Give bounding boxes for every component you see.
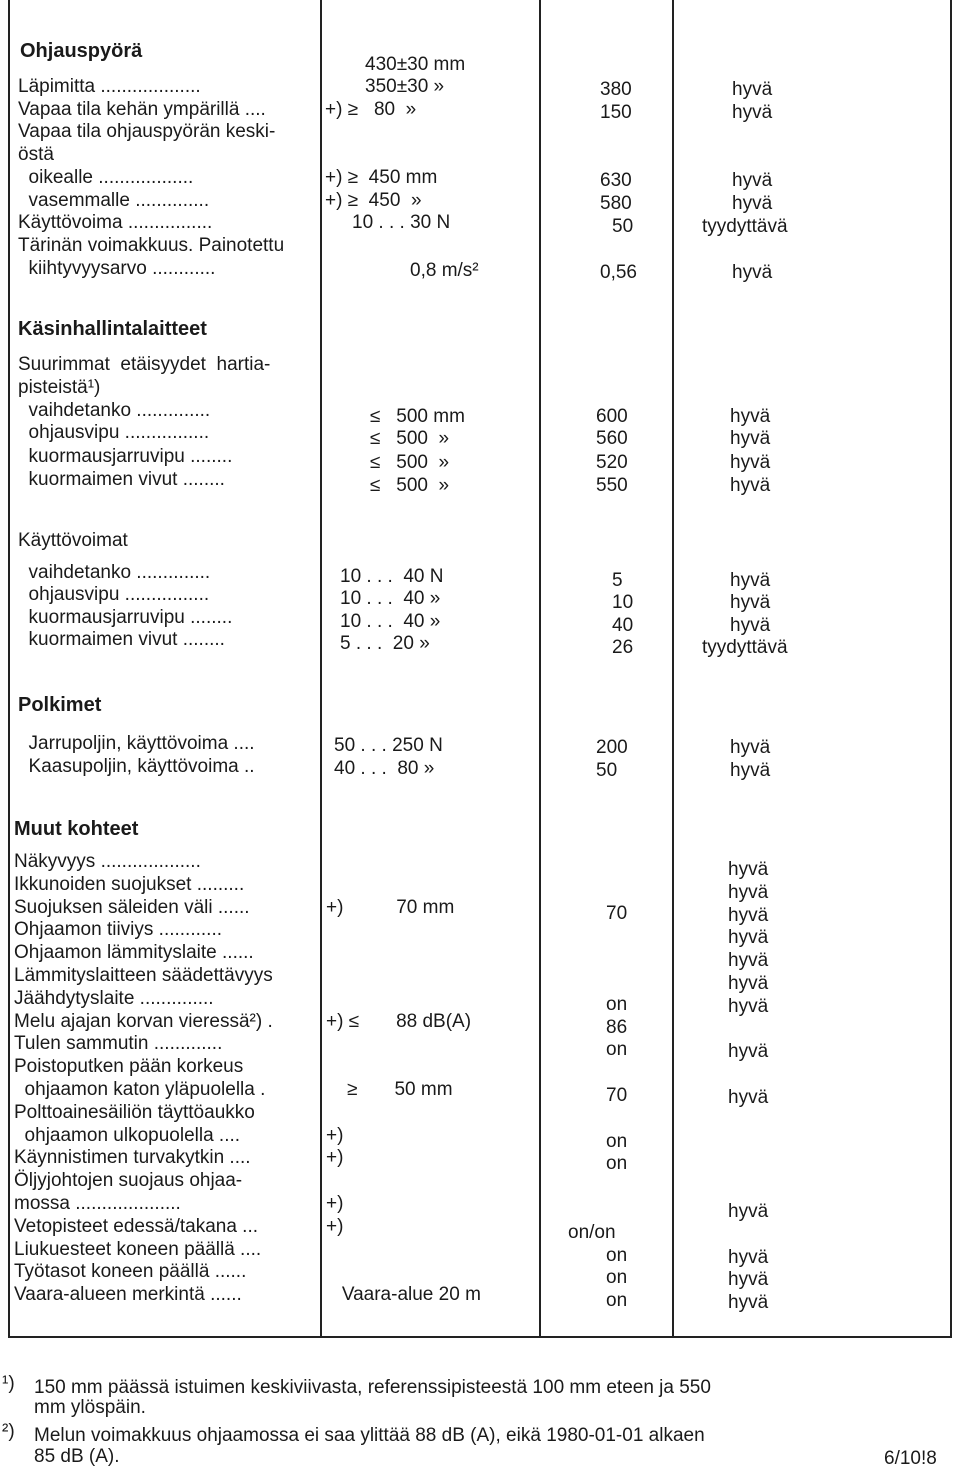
column-divider-5 bbox=[950, 0, 952, 1338]
other-row-label: Lämmityslaitteen säädettävyys bbox=[14, 965, 273, 986]
steering-eval-diameter: hyvä bbox=[732, 79, 773, 100]
other-row-measured: 70 bbox=[606, 903, 628, 924]
steering-req-right: +) ≥ 450 mm bbox=[325, 167, 438, 188]
steering-eval-clearance: hyvä bbox=[732, 102, 773, 123]
steering-req-vibration: 0,8 m/s² bbox=[410, 260, 479, 281]
column-divider-1 bbox=[8, 0, 10, 1338]
force-row-evaluation: hyvä bbox=[730, 570, 771, 591]
force-row-evaluation: hyvä bbox=[730, 592, 771, 613]
other-row-requirement: +) bbox=[326, 1125, 344, 1146]
hand-row-evaluation: hyvä bbox=[730, 406, 771, 427]
column-divider-4 bbox=[672, 0, 674, 1338]
section-heading-other: Muut kohteet bbox=[14, 818, 139, 840]
pedal-row-requirement: 50 . . . 250 N bbox=[334, 735, 443, 756]
force-row-label: kuormaimen vivut ........ bbox=[18, 629, 225, 650]
other-row-evaluation: hyvä bbox=[728, 973, 769, 994]
other-row-label: Melu ajajan korvan vieressä²) . bbox=[14, 1011, 273, 1032]
hand-row-measured: 560 bbox=[596, 428, 628, 449]
hand-row-requirement: ≤ 500 » bbox=[370, 475, 450, 496]
page-number: 6/10!8 bbox=[884, 1448, 937, 1469]
steering-meas-right: 630 bbox=[600, 170, 632, 191]
steering-req-force: 10 . . . 30 N bbox=[352, 212, 451, 233]
other-row-label: Öljyjohtojen suojaus ohjaa- bbox=[14, 1170, 243, 1191]
footnote-2-marker: ²) bbox=[2, 1421, 15, 1442]
other-row-label: Tulen sammutin ............. bbox=[14, 1033, 223, 1054]
steering-label-center-2: östä bbox=[18, 144, 54, 165]
hand-row-label: kuormausjarruvipu ........ bbox=[18, 446, 233, 467]
steering-label-right: oikealle .................. bbox=[18, 167, 194, 188]
steering-meas-left: 580 bbox=[600, 193, 632, 214]
other-row-requirement: +) bbox=[326, 1147, 344, 1168]
other-row-measured: on bbox=[606, 1153, 628, 1174]
steering-meas-force: 50 bbox=[612, 216, 634, 237]
other-row-evaluation: hyvä bbox=[728, 927, 769, 948]
force-row-measured: 26 bbox=[612, 637, 634, 658]
other-row-evaluation: hyvä bbox=[728, 905, 769, 926]
force-row-measured: 40 bbox=[612, 615, 634, 636]
force-row-evaluation: hyvä bbox=[730, 615, 771, 636]
other-row-measured: on bbox=[606, 1131, 628, 1152]
section-heading-hand-controls: Käsinhallintalaitteet bbox=[18, 318, 207, 340]
other-row-evaluation: hyvä bbox=[728, 882, 769, 903]
force-row-measured: 10 bbox=[612, 592, 634, 613]
pedal-row-evaluation: hyvä bbox=[730, 760, 771, 781]
other-row-evaluation: hyvä bbox=[728, 996, 769, 1017]
other-row-evaluation: hyvä bbox=[728, 1087, 769, 1108]
other-row-requirement: +) bbox=[326, 1216, 344, 1237]
other-row-requirement: +) 70 mm bbox=[326, 897, 455, 918]
hand-row-requirement: ≤ 500 mm bbox=[370, 406, 465, 427]
other-row-evaluation: hyvä bbox=[728, 1247, 769, 1268]
hand-row-requirement: ≤ 500 » bbox=[370, 452, 450, 473]
footnote-1-line-2: mm ylöspäin. bbox=[34, 1397, 146, 1418]
steering-eval-force: tyydyttävä bbox=[702, 216, 788, 237]
steering-meas-clearance: 150 bbox=[600, 102, 632, 123]
other-row-measured: 70 bbox=[606, 1085, 628, 1106]
hand-row-label: vaihdetanko .............. bbox=[18, 400, 211, 421]
steering-label-force: Käyttövoima ................ bbox=[18, 212, 213, 233]
hand-row-label: kuormaimen vivut ........ bbox=[18, 469, 225, 490]
hand-row-evaluation: hyvä bbox=[730, 452, 771, 473]
footnote-1-line-1: 150 mm päässä istuimen keskiviivasta, referenssipisteestä 100 mm eteen ja 550 bbox=[34, 1377, 711, 1398]
other-row-label: mossa .................... bbox=[14, 1193, 181, 1214]
other-row-label: ohjaamon katon yläpuolella . bbox=[14, 1079, 266, 1100]
other-row-label: Työtasot koneen päällä ...... bbox=[14, 1261, 247, 1282]
steering-label-clearance: Vapaa tila kehän ympärillä .... bbox=[18, 99, 266, 120]
other-row-measured: on bbox=[606, 994, 628, 1015]
other-row-label: Ohjaamon lämmityslaite ...... bbox=[14, 942, 254, 963]
hand-row-measured: 600 bbox=[596, 406, 628, 427]
pedal-row-label: Jarrupoljin, käyttövoima .... bbox=[18, 733, 255, 754]
other-row-label: Suojuksen säleiden väli ...... bbox=[14, 897, 250, 918]
steering-label-vibration-1: Tärinän voimakkuus. Painotettu bbox=[18, 235, 285, 256]
other-row-label: Käynnistimen turvakytkin .... bbox=[14, 1147, 251, 1168]
other-row-evaluation: hyvä bbox=[728, 1292, 769, 1313]
hand-intro-2: pisteistä¹) bbox=[18, 377, 101, 398]
other-row-measured: on bbox=[606, 1039, 628, 1060]
steering-meas-vibration: 0,56 bbox=[600, 262, 637, 283]
pedal-row-measured: 200 bbox=[596, 737, 628, 758]
other-row-label: Vetopisteet edessä/takana ... bbox=[14, 1216, 259, 1237]
steering-label-left: vasemmalle .............. bbox=[18, 190, 210, 211]
steering-eval-left: hyvä bbox=[732, 193, 773, 214]
other-row-label: Näkyvyys ................... bbox=[14, 851, 201, 872]
other-row-requirement: +) ≤ 88 dB(A) bbox=[326, 1011, 472, 1032]
footnote-2-line-1: Melun voimakkuus ohjaamossa ei saa ylittää 88 dB (A), eikä 1980-01-01 alkaen bbox=[34, 1425, 705, 1446]
force-row-evaluation: tyydyttävä bbox=[702, 637, 788, 658]
other-row-requirement: Vaara-alue 20 m bbox=[326, 1284, 481, 1305]
pedal-row-label: Kaasupoljin, käyttövoima .. bbox=[18, 756, 255, 777]
other-row-evaluation: hyvä bbox=[728, 950, 769, 971]
hand-row-measured: 550 bbox=[596, 475, 628, 496]
other-row-label: Ikkunoiden suojukset ......... bbox=[14, 874, 245, 895]
other-row-requirement: +) bbox=[326, 1193, 344, 1214]
footnote-2-line-2: 85 dB (A). bbox=[34, 1446, 120, 1467]
force-row-label: kuormausjarruvipu ........ bbox=[18, 607, 233, 628]
hand-row-measured: 520 bbox=[596, 452, 628, 473]
section-heading-forces: Käyttövoimat bbox=[18, 530, 128, 551]
other-row-requirement: ≥ 50 mm bbox=[326, 1079, 453, 1100]
steering-eval-right: hyvä bbox=[732, 170, 773, 191]
hand-row-evaluation: hyvä bbox=[730, 475, 771, 496]
steering-req-left: +) ≥ 450 » bbox=[325, 190, 422, 211]
section-heading-steering: Ohjauspyörä bbox=[20, 40, 143, 62]
steering-label-center-1: Vapaa tila ohjauspyörän keski- bbox=[18, 121, 276, 142]
steering-label-diameter: Läpimitta ................... bbox=[18, 76, 201, 97]
steering-req-diameter-1: 430±30 mm bbox=[365, 54, 466, 75]
other-row-measured: 86 bbox=[606, 1017, 628, 1038]
table-bottom-rule bbox=[8, 1336, 952, 1338]
other-row-label: Ohjaamon tiiviys ............ bbox=[14, 919, 223, 940]
hand-row-label: ohjausvipu ................ bbox=[18, 422, 210, 443]
pedal-row-requirement: 40 . . . 80 » bbox=[334, 758, 435, 779]
footnote-1-marker: ¹) bbox=[2, 1373, 15, 1394]
steering-eval-vibration: hyvä bbox=[732, 262, 773, 283]
force-row-requirement: 10 . . . 40 N bbox=[340, 566, 444, 587]
column-divider-2 bbox=[320, 0, 322, 1338]
other-row-measured: on bbox=[606, 1267, 628, 1288]
hand-row-requirement: ≤ 500 » bbox=[370, 428, 450, 449]
column-divider-3 bbox=[539, 0, 541, 1338]
other-row-evaluation: hyvä bbox=[728, 1201, 769, 1222]
other-row-evaluation: hyvä bbox=[728, 1269, 769, 1290]
other-row-label: Polttoainesäiliön täyttöaukko bbox=[14, 1102, 255, 1123]
hand-row-evaluation: hyvä bbox=[730, 428, 771, 449]
other-row-label: Vaara-alueen merkintä ...... bbox=[14, 1284, 242, 1305]
force-row-requirement: 10 . . . 40 » bbox=[340, 588, 441, 609]
pedal-row-measured: 50 bbox=[596, 760, 618, 781]
other-row-label: Jäähdytyslaite .............. bbox=[14, 988, 214, 1009]
pedal-row-evaluation: hyvä bbox=[730, 737, 771, 758]
other-row-label: Liukuesteet koneen päällä .... bbox=[14, 1239, 262, 1260]
other-row-label: ohjaamon ulkopuolella .... bbox=[14, 1125, 241, 1146]
steering-label-vibration-2: kiihtyvyysarvo ............ bbox=[18, 258, 216, 279]
steering-req-clearance: +) ≥ 80 » bbox=[325, 99, 417, 120]
force-row-requirement: 5 . . . 20 » bbox=[340, 633, 430, 654]
force-row-requirement: 10 . . . 40 » bbox=[340, 611, 441, 632]
force-row-label: ohjausvipu ................ bbox=[18, 584, 210, 605]
other-row-measured: on/on bbox=[568, 1222, 616, 1243]
other-row-measured: on bbox=[606, 1245, 628, 1266]
hand-intro-1: Suurimmat etäisyydet hartia- bbox=[18, 354, 271, 375]
force-row-label: vaihdetanko .............. bbox=[18, 562, 211, 583]
force-row-measured: 5 bbox=[612, 570, 623, 591]
other-row-evaluation: hyvä bbox=[728, 1041, 769, 1062]
section-heading-pedals: Polkimet bbox=[18, 694, 102, 716]
other-row-measured: on bbox=[606, 1290, 628, 1311]
other-row-evaluation: hyvä bbox=[728, 859, 769, 880]
steering-meas-diameter: 380 bbox=[600, 79, 632, 100]
steering-req-diameter-2: 350±30 » bbox=[365, 76, 445, 97]
other-row-label: Poistoputken pään korkeus bbox=[14, 1056, 244, 1077]
